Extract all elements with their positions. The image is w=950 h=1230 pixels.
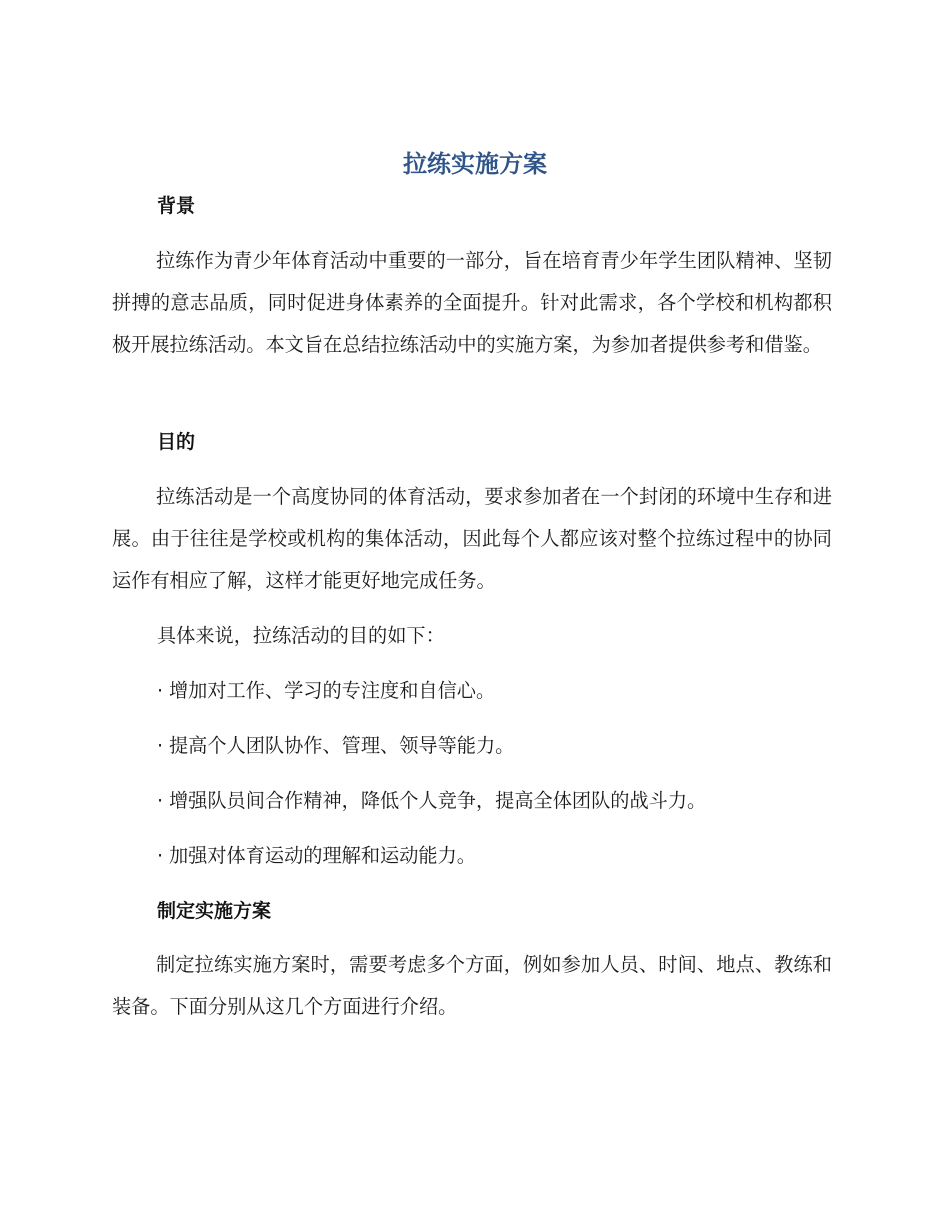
section-heading-purpose: 目的 (157, 431, 196, 453)
section-paragraph-purpose: 拉练活动是一个高度协同的体育活动，要求参加者在一个封闭的环境中生存和进展。由于往往是学校或机构的集体活动，因此每个人都应该对整个拉练过程中的协同运作有相应了解，这样才能更好地完成任务。 (112, 485, 832, 592)
section-paragraph-plan: 制定拉练实施方案时，需要考虑多个方面，例如参加人员、时间、地点、教练和装备。下面分别从这几个方面进行介绍。 (112, 953, 832, 1018)
bullet-icon: · (157, 679, 164, 702)
list-item-text: 加强对体育运动的理解和运动能力。 (169, 844, 476, 867)
list-item (157, 732, 514, 760)
list-item (157, 787, 706, 815)
section-paragraph-background: 拉练作为青少年体育活动中重要的一部分，旨在培育青少年学生团队精神、坚韧拼搏的意志品质，同时促进身体素养的全面提升。针对此需求，各个学校和机构都积极开展拉练活动。本文旨在总结拉练活动中的实施方案，为参加者提供参考和借鉴。 (112, 249, 832, 356)
list-item (157, 842, 476, 870)
list-item-text: 提高个人团队协作、管理、领导等能力。 (169, 734, 515, 757)
document-title: 拉练实施方案 (403, 150, 547, 178)
bullet-icon: · (157, 789, 164, 812)
section-heading-plan: 制定实施方案 (157, 900, 272, 922)
bullet-icon: · (157, 844, 164, 867)
list-item-text: 增加对工作、学习的专注度和自信心。 (169, 679, 496, 702)
purpose-intro-text: 具体来说，拉练活动的目的如下： (157, 624, 445, 647)
bullet-icon: · (157, 734, 164, 757)
list-item-text: 增强队员间合作精神，降低个人竞争，提高全体团队的战斗力。 (169, 789, 707, 812)
list-item (157, 677, 495, 705)
section-heading-background: 背景 (157, 195, 196, 217)
